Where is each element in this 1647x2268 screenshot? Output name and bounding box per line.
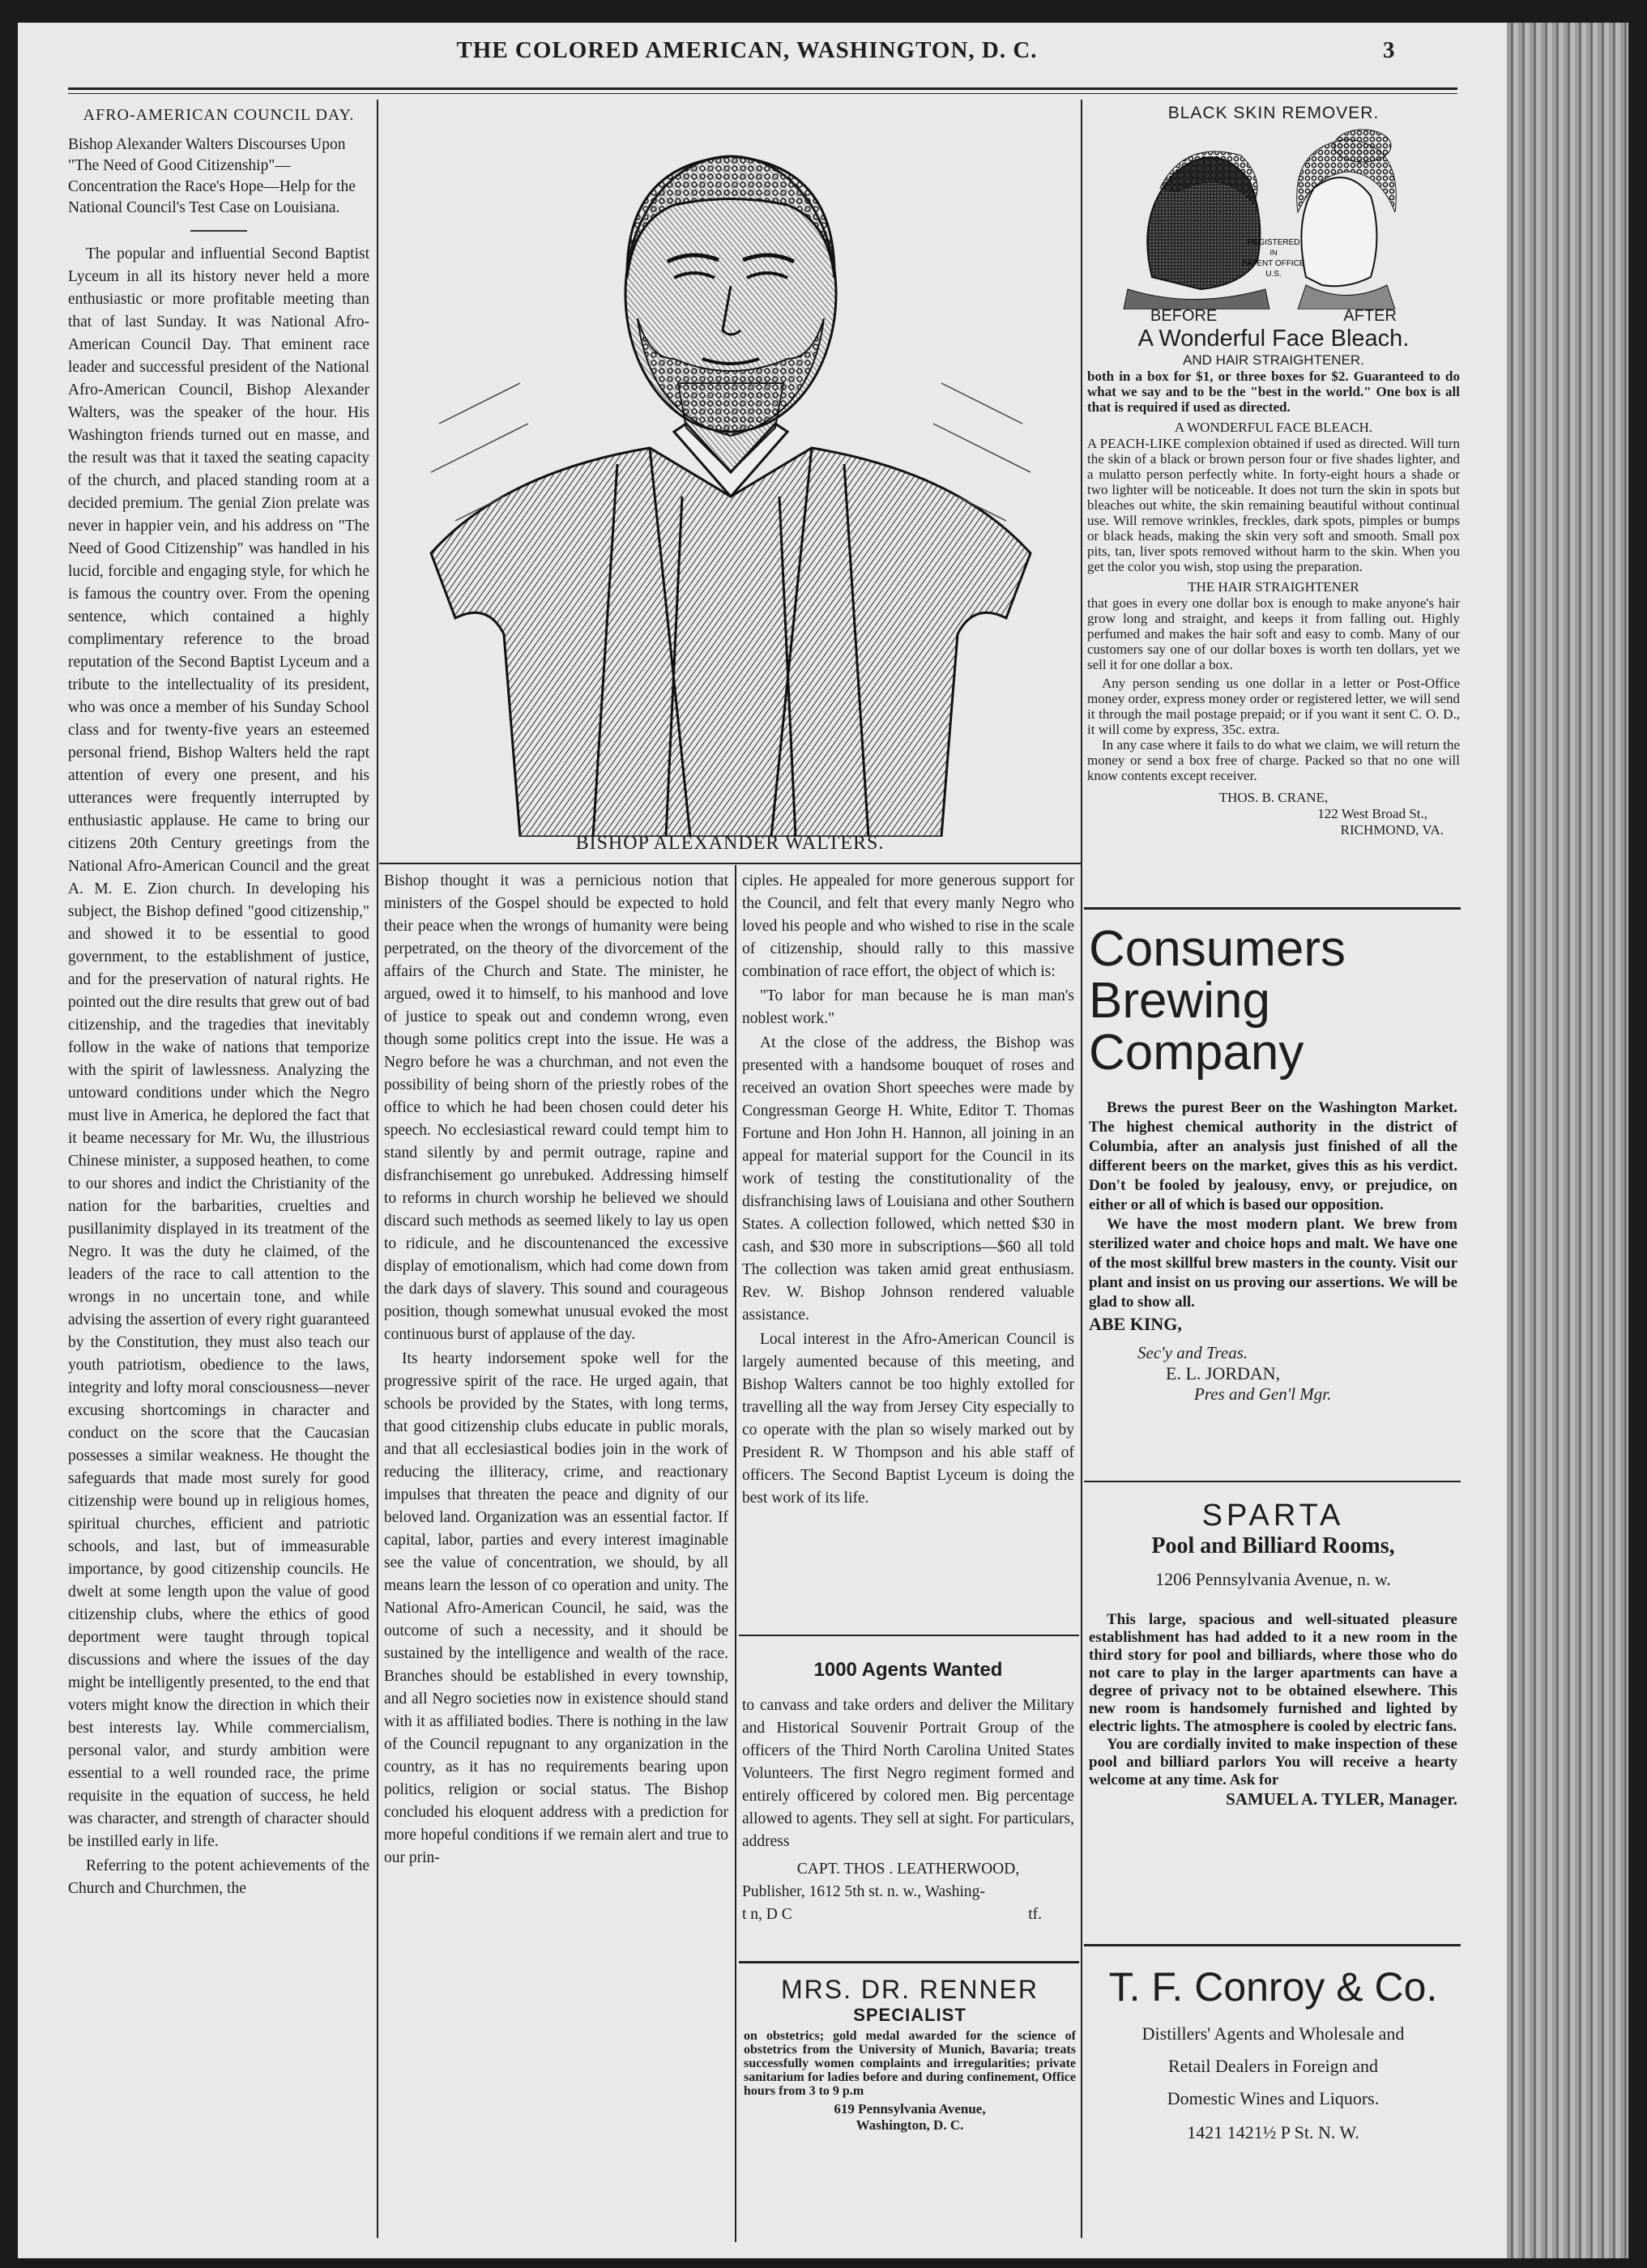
conroy-ad-title: T. F. Conroy & Co. — [1108, 1964, 1438, 2010]
article-paragraph: ciples. He appealed for more generous support for the Council, and felt that every manly Negro who loved his people and who wished to rise in the scale of citizenship, should rally to this massive combination of race effort, the object of which is: — [742, 872, 1074, 980]
svg-text:IN: IN — [1269, 249, 1278, 257]
article-column-2 — [384, 870, 728, 1869]
renner-ad — [744, 1975, 1076, 2134]
article-paragraph: At the close of the address, the Bishop was presented with a handsome bouquet of roses and received an ovation Short speeches were made by Congressman George H. White, Editor T. Thomas Fortune and Hon John H. Hannon, all joining in an appeal for material support for the Council in its work of testing the constitutionality of the disfranchising laws of Louisiana and other Southern States. A collection followed, which netted $30 in cash, and $30 more in subscriptions—$60 all told The collection was taken amid great enthusiasm. Rev. W. Bishop Johnson rendered valuable assistance. — [742, 1034, 1074, 1324]
conroy-ad-line: Distillers' Agents and Wholesale and — [1141, 2023, 1405, 2044]
sparta-ad-body: This large, spacious and well-situated pleasure establishment has had added to it a new room in the third story for pool and billiards, where those who do not care to play in the larger apartments can have a degree of privacy not to be obtained elsewhere. This new room is handsomely furnished and lighted by electric lights. The atmosphere is cooled by electric fans. — [1089, 1611, 1457, 1735]
agents-ad-body: to canvass and take orders and deliver the Military and Historical Souvenir Portrait Group of the officers of the Third North Carolina United States Volunteers. The first Negro regiment formed and entirely officered by colored men. Big percentage allowed to agents. They sell at sight. For particulars, address — [742, 1697, 1074, 1850]
column-rule — [377, 100, 378, 2238]
masthead-rule-thin — [68, 93, 1457, 94]
brewing-ad-title: Brewing — [1089, 973, 1270, 1029]
face-bleach-ad — [1087, 104, 1460, 838]
bleach-section-title: THE HAIR STRAIGHTENER — [1188, 579, 1359, 595]
bishop-portrait — [407, 116, 1055, 837]
agents-ad-title: 1000 Agents Wanted — [813, 1659, 1003, 1681]
bleach-section-body: A PEACH-LIKE complexion obtained if used as directed. Will turn the skin of a black or brown person four or five shades lighter, and a mulatto person perfectly white. In forty-eight hours a shade or two lighter will be noticeable. It does not turn the skin in spots but bleaches out white, the skin remaining beautiful without continual use. Will remove wrinkles, freckles, dark spots, pimples or bumps or black heads, making the skin very soft and smooth. Small pox pits, tan, liver spots removed without harm to the skin. When you get the color you wish, stop using the preparation. — [1087, 436, 1460, 574]
brewing-ad-role: Pres and Gen'l Mgr. — [1194, 1384, 1332, 1404]
after-label: AFTER — [1343, 307, 1397, 325]
bleach-ad-headline: A Wonderful Face Bleach. — [1137, 326, 1410, 352]
sparta-ad-address: 1206 Pennsylvania Avenue, n. w. — [1155, 1569, 1391, 1589]
registered-label: REGISTERED — [1247, 238, 1300, 247]
brewing-ad-name: E. L. JORDAN, — [1166, 1363, 1281, 1383]
conroy-ad-address: 1421 1421½ P St. N. W. — [1187, 2122, 1359, 2142]
bleach-signature: THOS. B. CRANE, — [1218, 790, 1329, 805]
agents-ad-contact: t n, D C — [742, 1906, 792, 1923]
divider — [190, 230, 247, 232]
sparta-ad — [1089, 1498, 1457, 1810]
agents-ad — [742, 1659, 1074, 1926]
article-paragraph: Bishop thought it was a pernicious notion that ministers of the Gospel should be expected to hold their peace when the wrongs of humanity were being perpetrated, on the theory of the divorcement of the affairs of the Church and State. The minister, he argued, owed it to himself, to his manhood and love of justice to speak out and condemn wrong, even though some politics crept into the issue. He was a Negro before he was a churchman, and not even the possibility of being shorn of the priestly robes of the office to which he had been chosen could deter his speech. No ecclesiastical reward could tempt him to stand silently by and permit outrage, rapine and disfranchisement go unrebuked. Addressing himself to reforms in church worship he believed we should discard such methods as seemed likely to lay us open to ridicule, and he discountenanced the excessive display of emotionalism, which had come down from the dark days of slavery. This sound and courageous position, though somewhat unusual evoked the most continuous burst of applause of the day. — [384, 872, 728, 1343]
sparta-ad-body: You are cordially invited to make inspection of these pool and billiard parlors You will receive a hearty welcome at any time. Ask for — [1089, 1736, 1457, 1788]
article-paragraph: Local interest in the Afro-American Council is largely aumented because of this meeting, and Bishop Walters cannot be too highly extolled for travelling all the way from Jersey City especially to co operate with the plan so wisely marked out by President R. W Thompson and his able staff of officers. The Second Baptist Lyceum is doing the best work of its life. — [742, 1331, 1074, 1507]
article-paragraph: Referring to the potent achievements of the Church and Churchmen, the — [68, 1857, 369, 1897]
portrait-bottom-rule — [379, 863, 1081, 864]
column-rule — [735, 865, 736, 2242]
renner-ad-subtitle: SPECIALIST — [853, 2005, 966, 2025]
brewing-ad-body: We have the most modern plant. We brew from sterilized water and choice hops and malt. We have one of the most skillful brew masters in the county. Visit our plant and insist on us proving our assertions. We will be glad to show all. — [1089, 1216, 1457, 1311]
svg-text:PATENT OFFICE: PATENT OFFICE — [1242, 259, 1305, 268]
ad-rule — [739, 1961, 1079, 1963]
article-paragraph: Its hearty indorsement spoke well for the progressive spirit of the race. He urged again, that schools be provided by the States, with long terms, that good citizenship clubs educate in public morals, and that all ecclesiastical bodies join in the work of reducing the illiteracy, crime, and reactionary impulses that threaten the peace and dignity of our beloved land. Organization was an essential factor. If capital, labor, parties and every interest imaginable see the value of concentration, we should, by all means learn the lesson of co operation and unity. The National Afro-American Council, he said, was the outcome of such a necessity, and it should be sustained by the intelligence and wealth of the race. Branches should be established in every township, and all Negro societies now in existence should stand with it as affiliated bodies. There is nothing in the law of the Council repugnant to any organization in the country, as it has no requirements bearing upon politics, religion or social status. The Bishop concluded his eloquent address with a prediction for more hopeful conditions if we remain alert and true to our prin- — [384, 1350, 728, 1866]
renner-ad-address: Washington, D. C. — [856, 2117, 964, 2133]
bleach-section-title: A WONDERFUL FACE BLEACH. — [1174, 420, 1373, 435]
sparta-ad-title: SPARTA — [1201, 1498, 1345, 1533]
before-after-illustration — [1103, 123, 1444, 309]
renner-ad-title: MRS. DR. RENNER — [780, 1975, 1039, 2004]
newspaper-page — [18, 23, 1507, 2258]
brewing-ad — [1089, 923, 1457, 1405]
bleach-section-body: that goes in every one dollar box is enough to make anyone's hair grow long and straight, and keeps it from falling out. Highly perfumed and makes the hair soft and easy to comb. Many of our customers say one of our dollar boxes is worth ten dollars, yet we sell it for one dollar a box. — [1087, 595, 1460, 672]
ad-rule — [1084, 907, 1461, 910]
bleach-section-body: Any person sending us one dollar in a letter or Post-Office money order, express money order or registered letter, we will send it through the mail postage prepaid; or if you want it sent C. O. D., it will come by express, 35c. extra. — [1087, 676, 1460, 737]
bleach-ad-subhead: AND HAIR STRAIGHTENER. — [1183, 352, 1364, 368]
portrait-caption: BISHOP ALEXANDER WALTERS. — [575, 833, 885, 854]
agents-ad-tag: tf. — [1028, 1906, 1042, 1923]
brewing-ad-body: Brews the purest Beer on the Washington Market. The highest chemical authority in the district of Columbia, after an analysis just finished of all the different beers on the market, gives this as his verdict. Don't be fooled by jealousy, envy, or prejudice, on either or all of which is based our opposition. — [1089, 1099, 1457, 1213]
article-paragraph: "To labor for man because he is man man's noblest work." — [742, 987, 1074, 1027]
ad-rule — [1084, 1481, 1461, 1482]
ad-rule — [739, 1635, 1079, 1636]
bleach-address: RICHMOND, VA. — [1340, 822, 1444, 838]
before-label: BEFORE — [1150, 307, 1218, 325]
bleach-address: 122 West Broad St., — [1317, 806, 1427, 821]
bound-volume-edge — [1507, 23, 1628, 2258]
masthead-title: THE COLORED AMERICAN, WASHINGTON, D. C. — [456, 37, 1038, 63]
article-column-1 — [68, 104, 369, 1900]
article-heading: AFRO-AMERICAN COUNCIL DAY. — [83, 106, 355, 124]
page-number: 3 — [1383, 37, 1395, 63]
agents-ad-contact: Publisher, 1612 5th st. n. w., Washing- — [742, 1883, 985, 1900]
column-rule — [1081, 100, 1082, 2238]
conroy-ad — [1089, 1963, 1457, 2151]
bleach-section-body: In any case where it fails to do what we claim, we will return the money or send a box free of charge. Packed so that no one will know contents except receiver. — [1087, 737, 1460, 783]
bleach-ad-title: BLACK SKIN REMOVER. — [1167, 104, 1380, 122]
brewing-ad-title: Company — [1089, 1025, 1304, 1081]
masthead-rule — [68, 87, 1457, 90]
brewing-ad-role: Sec'y and Treas. — [1137, 1343, 1248, 1362]
conroy-ad-line: Domestic Wines and Liquors. — [1167, 2088, 1380, 2108]
brewing-ad-title: Consumers — [1089, 921, 1346, 977]
bleach-ad-intro: both in a box for $1, or three boxes for $2. Guaranteed to do what we say and to be the "best in the world." One box is all that is required if used as directed. — [1087, 369, 1460, 415]
sparta-ad-subtitle: Pool and Billiard Rooms, — [1151, 1533, 1395, 1558]
agents-ad-contact: CAPT. THOS . LEATHERWOOD, — [796, 1861, 1020, 1878]
svg-text:U.S.: U.S. — [1265, 270, 1282, 279]
article-subheading: Bishop Alexander Walters Discourses Upon "The Need of Good Citizenship"—Concentration the Race's Hope—Help for the National Council's Test Case on Louisiana. — [68, 136, 356, 216]
brewing-ad-name: ABE KING, — [1089, 1314, 1182, 1334]
conroy-ad-line: Retail Dealers in Foreign and — [1167, 2056, 1379, 2076]
renner-ad-address: 619 Pennsylvania Avenue, — [834, 2101, 986, 2117]
renner-ad-body: on obstetrics; gold medal awarded for the science of obstetrics from the University of Munich, Bavaria; treats successfully women complaints and irregularities; private sanitarium for ladies before and during confinement, Office hours from 3 to 9 p.m — [744, 2029, 1076, 2098]
article-column-3 — [742, 870, 1074, 1510]
ad-rule — [1084, 1944, 1461, 1946]
sparta-ad-manager: SAMUEL A. TYLER, Manager. — [1226, 1789, 1457, 1809]
article-paragraph: The popular and influential Second Baptist Lyceum in all its history never held a more enthusiastic or more profitable meeting than that of last Sunday. It was National Afro-American Council Day. That eminent race leader and successful president of the National Afro-American Council, Bishop Alexander Walters, was the speaker of the hour. His Washington friends turned out en masse, and the result was that it taxed the seating capacity of the church, and placed standing room at a decided premium. The genial Zion prelate was never in happier vein, and his address on "The Need of Good Citizenship" was handled in his lucid, forcible and engaging style, for which he is famous the country over. From the opening sentence, which contained a highly complimentary reference to the broad reputation of the Second Baptist Lyceum and a tribute to the intellectuality of its president, who was once a member of his Sunday School class and for twenty-five years an esteemed personal friend, Bishop Walters held the rapt attention of every one present, and his utterances were frequently interrupted by enthusiastic applause. He came to bring our citizens 20th Century greetings from the National Afro-American Council and the great A. M. E. Zion church. In developing his subject, the Bishop defined "good citizenship," and showed it to be essential to good government, to the establishment of justice, and for the preservation of natural rights. He pointed out the dire results that grew out of bad citizenship, and the tragedies that inevitably follow in the wake of nations that temporize with the spirit of lawlessness. Analyzing the untoward conditions under which the Negro must live in America, he deplored the fact that it beame necessary for Mr. Wu, the illustrious Chinese minister, a supposed heathen, to come to our shores and indict the Christianity of the nation for the barbarities, cruelties and pusillanimity displayed in its treatment of the Negro. It was the duty he claimed, of the leaders of the race to call attention to the wrongs in no uncertain tone, and while advising the assertion of every right guaranteed by the Constitution, they must also teach our youth patriotism, obedience to the laws, integrity and lofty moral consciousness—never excusing shortcomings in character and conduct on the score that the Caucasian possesses a similar weakness. He thought the safeguards that made most surely for good citizenship were bound up in religious homes, spiritual churches, efficient and patriotic schools, and last, but of immeasurable importance, by good citizenship councils. He dwelt at some length upon the value of good citizenship clubs, where the ethics of good deportment were taught through topical discussions and where the issues of the day might be intelligently presented, to the end that voters might know the direction in which their best interests lay. While commercialism, personal valor, and sturdy ambition were essential to a well rounded race, the prime requisite in the equation of success, he held was character, and strength of character should be instilled early in life. — [68, 245, 369, 1850]
